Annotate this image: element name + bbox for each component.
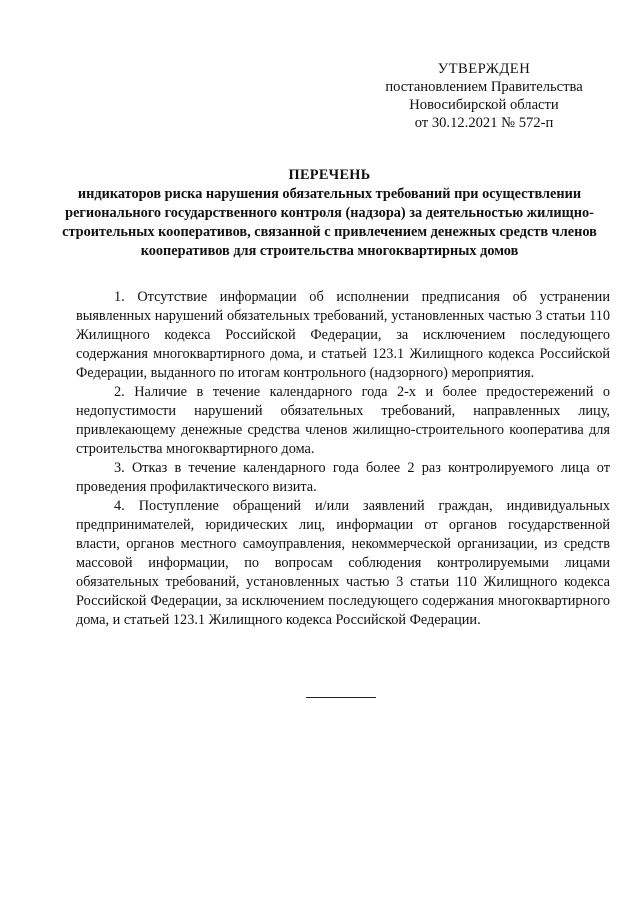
approval-stamp: УТВЕРЖДЕН: [437, 61, 531, 77]
list-item-1: 1. Отсутствие информации об исполнении предписания об устранении выявленных нарушений обязательных требований, установленных частью 3 статьи 110 Жилищного кодекса Российской Федерации, за исключением последующего содержания многоквартирного дома, и статьей 123.1 Жилищного кодекса Российской Федерации, выданного по итогам контрольного (надзорного) мероприятия.: [76, 289, 610, 381]
list-item-2: 2. Наличие в течение календарного года 2-х и более предостережений о недопустимости нарушений обязательных требований, направленных лицу, привлекающему денежные средства членов жилищно-строительного кооператива для строительства многоквартирного дома.: [76, 384, 610, 457]
list-item-4: 4. Поступление обращений и/или заявлений граждан, индивидуальных предпринимателей, юридических лиц, информации от органов государственной власти, органов местного самоуправления, некоммерческой организации, из средств массовой информации, по вопросам соблюдения контролируемыми лицами обязательных требований, установленных частью 3 статьи 110 Жилищного кодекса Российской Федерации, за исключением последующего содержания многоквартирного дома, и статьей 123.1 Жилищного кодекса Российской Федерации.: [76, 498, 610, 628]
document-body: [76, 288, 610, 630]
approval-line-3: от 30.12.2021 № 572-п: [414, 115, 554, 131]
list-item-3: 3. Отказ в течение календарного года более 2 раз контролируемого лица от проведения профилактического визита.: [76, 460, 610, 495]
approval-block: [368, 60, 600, 132]
document-title: ПЕРЕЧЕНЬ: [288, 167, 371, 183]
document-heading: [62, 166, 597, 261]
end-divider: [306, 697, 376, 698]
approval-line-1: постановлением Правительства: [385, 79, 583, 95]
document-subtitle: индикаторов риска нарушения обязательных требований при осуществлении регионального государственного контроля (надзора) за деятельностью жилищно-строительных кооперативов, связанной с привлечением денежных средств членов кооперативов для строительства многоквартирных домов: [62, 186, 597, 259]
approval-line-2: Новосибирской области: [409, 97, 559, 113]
